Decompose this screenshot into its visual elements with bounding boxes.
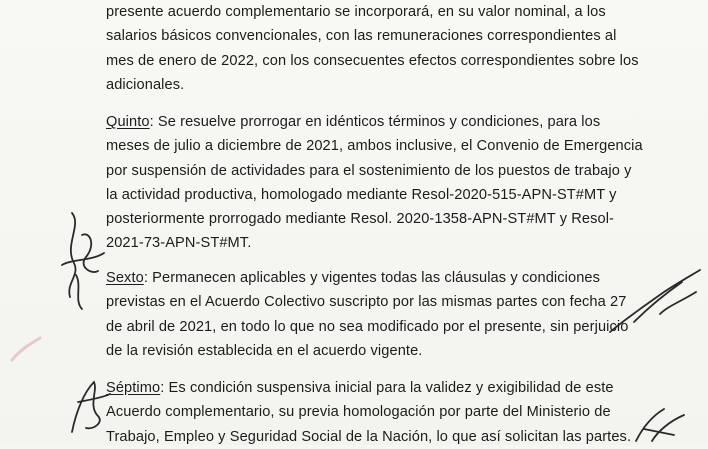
text-line: posteriormente prorrogado mediante Resol. 2020-1358-APN-ST#MT y Resol- — [106, 211, 615, 228]
paragraph-septimo — [106, 376, 632, 449]
text-line — [106, 376, 614, 400]
paragraph-sexto — [106, 266, 629, 363]
text-fragment: : Es condición suspensiva inicial para la validez y exigibilidad de este — [160, 380, 614, 396]
text-fragment: : Se resuelve prorrogar en idénticos términos y condiciones, para los — [149, 114, 601, 130]
text-line — [106, 110, 601, 134]
text-line: la actividad productiva, homologado mediante Resol-2020-515-APN-ST#MT y — [106, 186, 617, 203]
text-line: de la revisión establecida en el acuerdo vigente. — [106, 342, 423, 359]
clause-heading-septimo: Séptimo — [106, 380, 161, 396]
text-line: por suspensión de actividades para el sostenimiento de los puestos de trabajo y — [106, 162, 632, 179]
faint-stamp-mark — [6, 330, 46, 370]
clause-heading-sexto: Sexto — [106, 270, 144, 286]
text-line: Trabajo, Empleo y Seguridad Social de la Nación, lo que así solicitan las partes. — [106, 428, 632, 445]
right-margin-signature-2 — [630, 405, 690, 445]
text-line: Acuerdo complementario, su previa homologación por parte del Ministerio de — [106, 404, 611, 421]
paragraph-quinto — [106, 110, 643, 256]
text-line: previstas en el Acuerdo Colectivo suscripto por las mismas partes con fecha 27 — [106, 294, 627, 311]
text-line: presente acuerdo complementario se incorporará, en su valor nominal, a los — [106, 4, 606, 20]
text-line: de abril de 2021, en todo lo que no sea modificado por el presente, sin perjuicio — [106, 318, 629, 335]
left-margin-signature-2 — [58, 372, 118, 442]
right-margin-signature-1 — [604, 262, 704, 342]
left-margin-signature-1 — [52, 205, 112, 315]
text-line: adicionales. — [106, 76, 185, 93]
text-line: mes de enero de 2022, con los consecuentes efectos correspondientes sobre los — [106, 52, 639, 69]
text-fragment: : Permanecen aplicables y vigentes todas las cláusulas y condiciones — [143, 270, 601, 286]
text-line — [106, 266, 601, 290]
text-line: 2021-73-APN-ST#MT. — [106, 235, 252, 252]
clause-heading-quinto: Quinto — [106, 114, 150, 130]
text-line: salarios básicos convencionales, con las remuneraciones correspondientes al — [106, 28, 617, 45]
paragraph-cuarto-continuation — [106, 0, 639, 97]
text-line: meses de julio a diciembre de 2021, ambos inclusive, el Convenio de Emergencia — [106, 138, 643, 155]
